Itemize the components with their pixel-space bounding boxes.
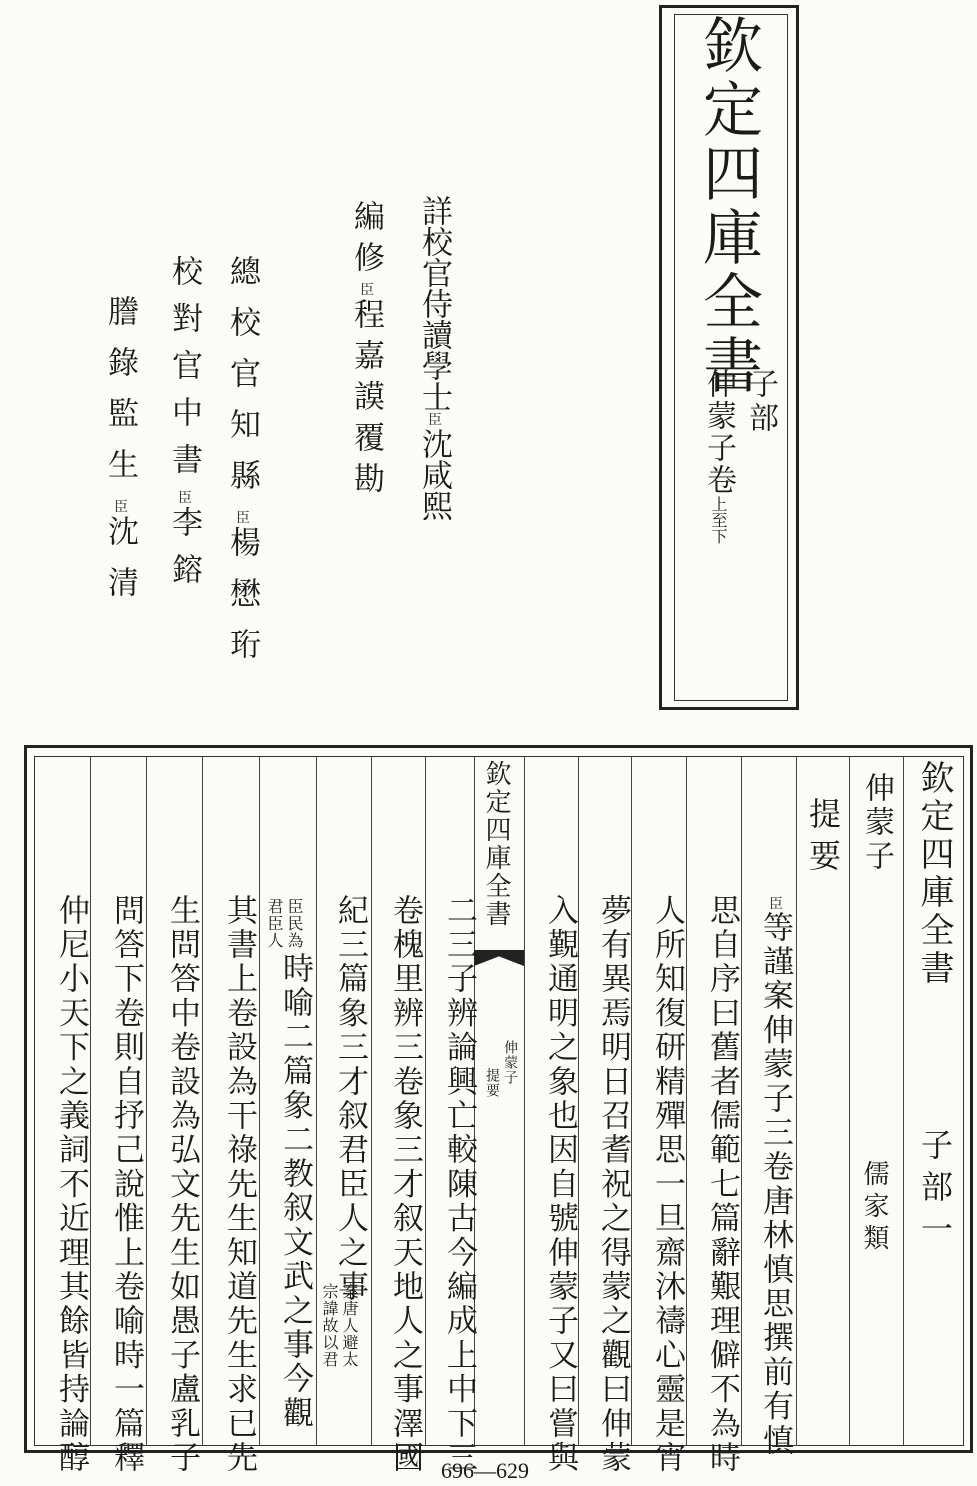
credit-compiler: 編修臣程嘉謨覆勘 [348, 200, 384, 503]
column-rule [524, 756, 525, 1446]
credit-detailed-proofreader: 詳校官侍讀學士臣沈咸熙 [416, 195, 452, 521]
text-column-3: 人所知復研精殫思一旦齋沐禱心靈是宵 [649, 894, 685, 1476]
banxin-section: 提要 [484, 1068, 500, 1098]
text-column-13: 仲尼小天下之義詞不近理其餘皆持論醇 [53, 894, 89, 1476]
page-header-title: 欽定四庫全書 [914, 760, 954, 988]
banxin-title: 欽定四庫全書 [481, 760, 511, 928]
text-column-1: 臣等謹案伸蒙子三卷唐林慎思撰前有慎 [757, 896, 793, 1459]
credit-collator: 校對官中書臣李鎔 [166, 255, 202, 600]
text-column-5: 入覲通明之象也因自號伸蒙子又曰嘗與 [542, 894, 578, 1476]
tiyao-heading: 提要 [804, 797, 842, 881]
text-column-6: 二三子辨論興亡較陳古今編成上中下三 [441, 894, 477, 1476]
text-column-7: 卷槐里辨三卷象三才叙天地人之事澤國 [387, 894, 423, 1476]
interlinear-note-3: 臣民為 [285, 898, 304, 949]
text-column-12: 問答下卷則自抒己說惟上卷喻時一篇釋 [108, 894, 144, 1476]
slip-main-title: 欽定四庫全書 [693, 14, 763, 398]
text-column-11: 生問答中卷設為弘文先生如愚子盧乳子 [164, 894, 200, 1476]
banxin-book-name: 伸蒙子 [502, 1040, 518, 1085]
book-name: 伸蒙子 [859, 772, 894, 874]
interlinear-note-4: 君臣人 [265, 898, 284, 949]
page-header-part: 子部一 [916, 1128, 954, 1254]
text-column-4: 夢有異焉明日召耆祝之得蒙之觀曰伸蒙 [595, 894, 631, 1476]
slip-book-title: 仲蒙子卷上至下 [701, 368, 736, 544]
slip-book-note: 上至下 [709, 496, 728, 544]
column-rule [849, 756, 850, 1446]
interlinear-note-2: 宗諱故以君 [320, 1283, 339, 1368]
page-number: 696—629 [441, 1458, 529, 1483]
interlinear-note-1: 案唐人避太 [340, 1283, 359, 1368]
column-rule [903, 756, 904, 1446]
text-column-8: 紀三篇象三才叙君臣人之事 [332, 894, 368, 1305]
credit-chief-proofreader: 總校官知縣臣楊懋珩 [224, 255, 260, 679]
text-column-2: 思自序曰舊者儒範七篇辭艱理僻不為時 [704, 894, 740, 1476]
credit-copyist: 謄錄監生臣沈清 [102, 295, 138, 617]
classification: 儒家類 [859, 1160, 889, 1256]
text-column-9: 時喻二篇象二教叙文武之事今觀 [277, 952, 313, 1431]
text-column-10: 其書上卷設為干祿先生知道先生求已先 [221, 894, 257, 1476]
slip-category: 子部 [743, 368, 778, 436]
